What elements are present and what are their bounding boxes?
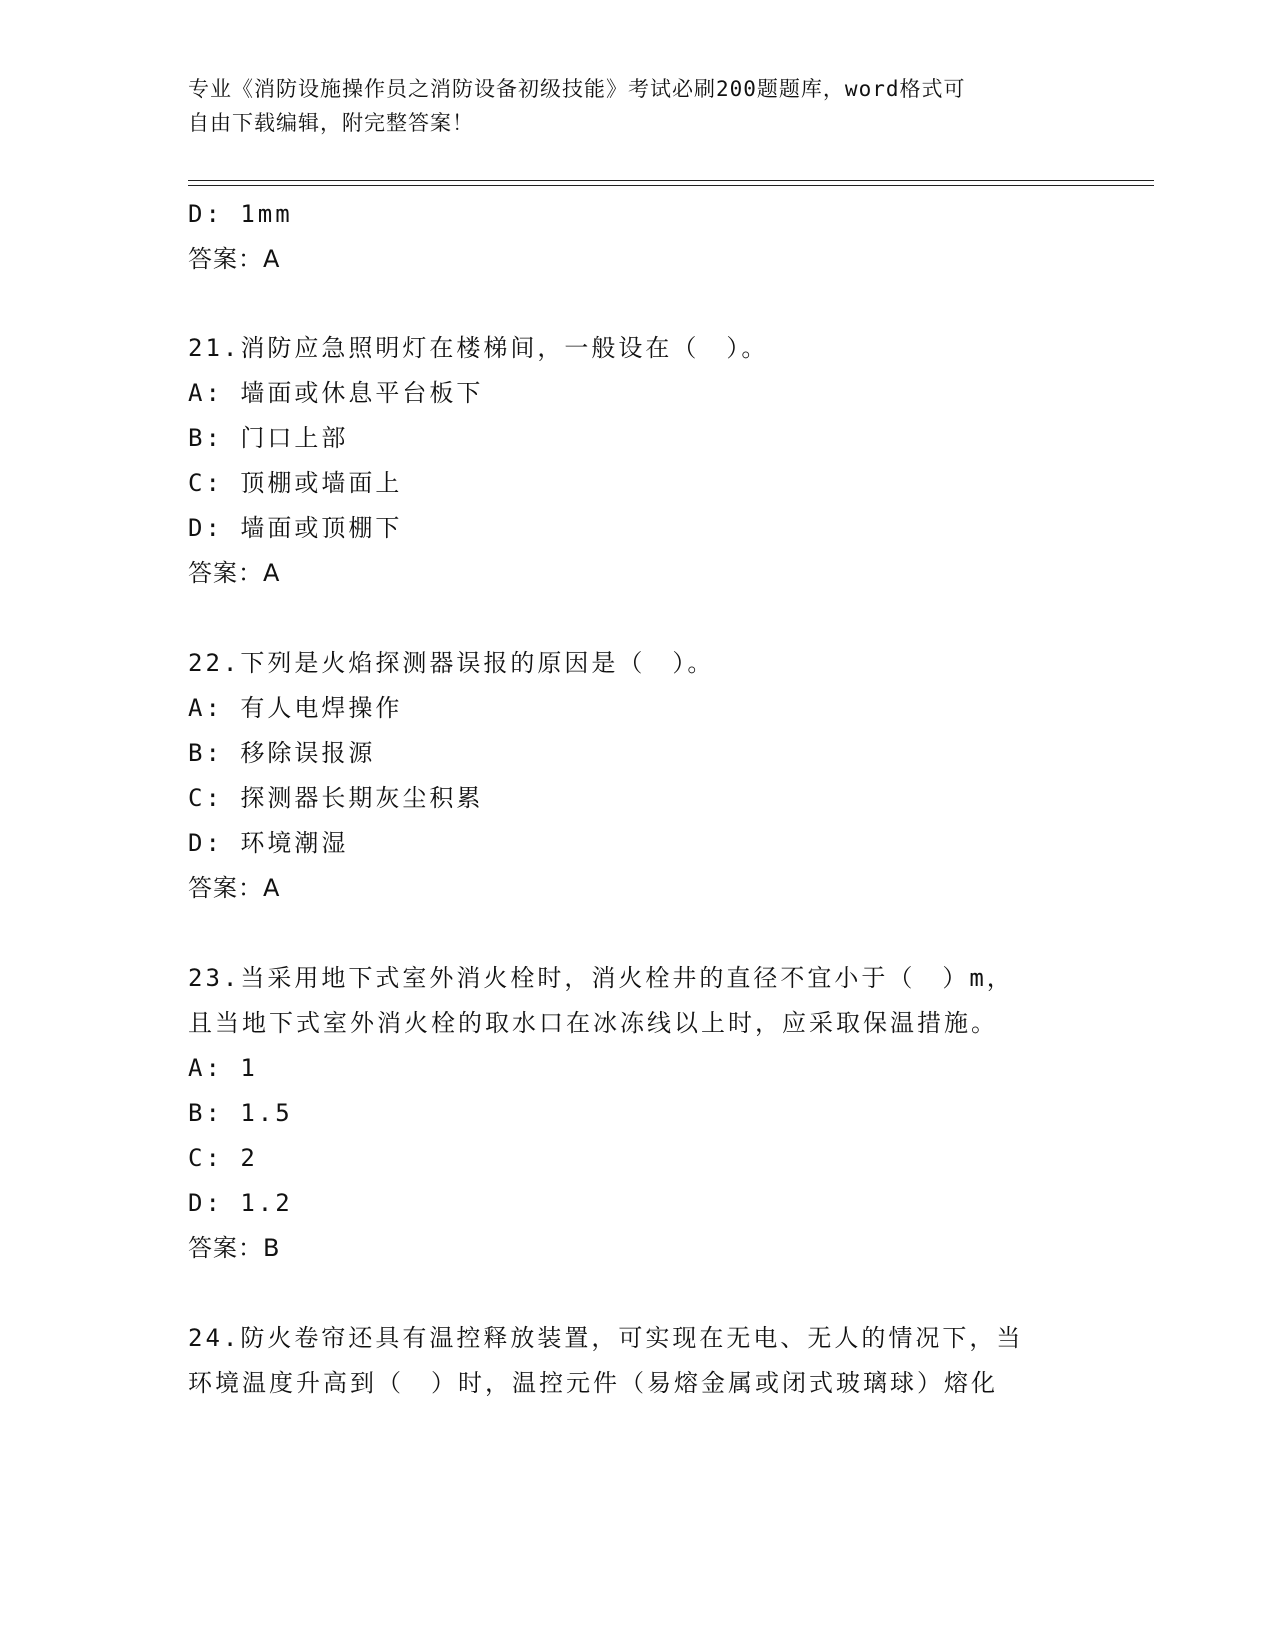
header-divider-bottom <box>188 185 1154 186</box>
q22-option-b: B: 移除误报源 <box>188 739 376 767</box>
q21-option-a: A: 墙面或休息平台板下 <box>188 379 484 407</box>
q23-stem-line-1: 23.当采用地下式室外消火栓时，消火栓井的直径不宜小于（ ）m， <box>188 964 1014 992</box>
header-line-1: 专业《消防设施操作员之消防设备初级技能》考试必刷200题题库，word格式可 <box>188 77 966 101</box>
q23-option-a: A: 1 <box>188 1054 258 1082</box>
q21-option-c: C: 顶棚或墙面上 <box>188 469 403 497</box>
q22-answer: 答案：A <box>188 874 281 902</box>
q23-option-d: D: 1.2 <box>188 1189 293 1217</box>
q23-stem-line-2: 且当地下式室外消火栓的取水口在冰冻线以上时，应采取保温措施。 <box>188 1009 998 1037</box>
document-header <box>188 72 1068 140</box>
q23-option-b: B: 1.5 <box>188 1099 293 1127</box>
q21-option-d: D: 墙面或顶棚下 <box>188 514 403 542</box>
q21-stem: 21.消防应急照明灯在楼梯间，一般设在（ ）。 <box>188 334 769 362</box>
q24-stem-line-2: 环境温度升高到（ ）时，温控元件（易熔金属或闭式玻璃球）熔化 <box>188 1369 998 1397</box>
header-line-2: 自由下载编辑，附完整答案！ <box>188 111 474 135</box>
q24-stem-line-1: 24.防火卷帘还具有温控释放装置，可实现在无电、无人的情况下，当 <box>188 1324 1024 1352</box>
q23-answer: 答案：B <box>188 1234 281 1262</box>
q22-option-d: D: 环境潮湿 <box>188 829 349 857</box>
q21-answer: 答案：A <box>188 559 281 587</box>
q21-option-b: B: 门口上部 <box>188 424 349 452</box>
q22-option-a: A: 有人电焊操作 <box>188 694 403 722</box>
prev-answer: 答案：A <box>188 245 281 273</box>
q23-option-c: C: 2 <box>188 1144 258 1172</box>
q22-stem: 22.下列是火焰探测器误报的原因是（ ）。 <box>188 649 715 677</box>
q22-option-c: C: 探测器长期灰尘积累 <box>188 784 484 812</box>
header-divider-top <box>188 180 1154 181</box>
prev-option-d: D: 1mm <box>188 200 293 228</box>
